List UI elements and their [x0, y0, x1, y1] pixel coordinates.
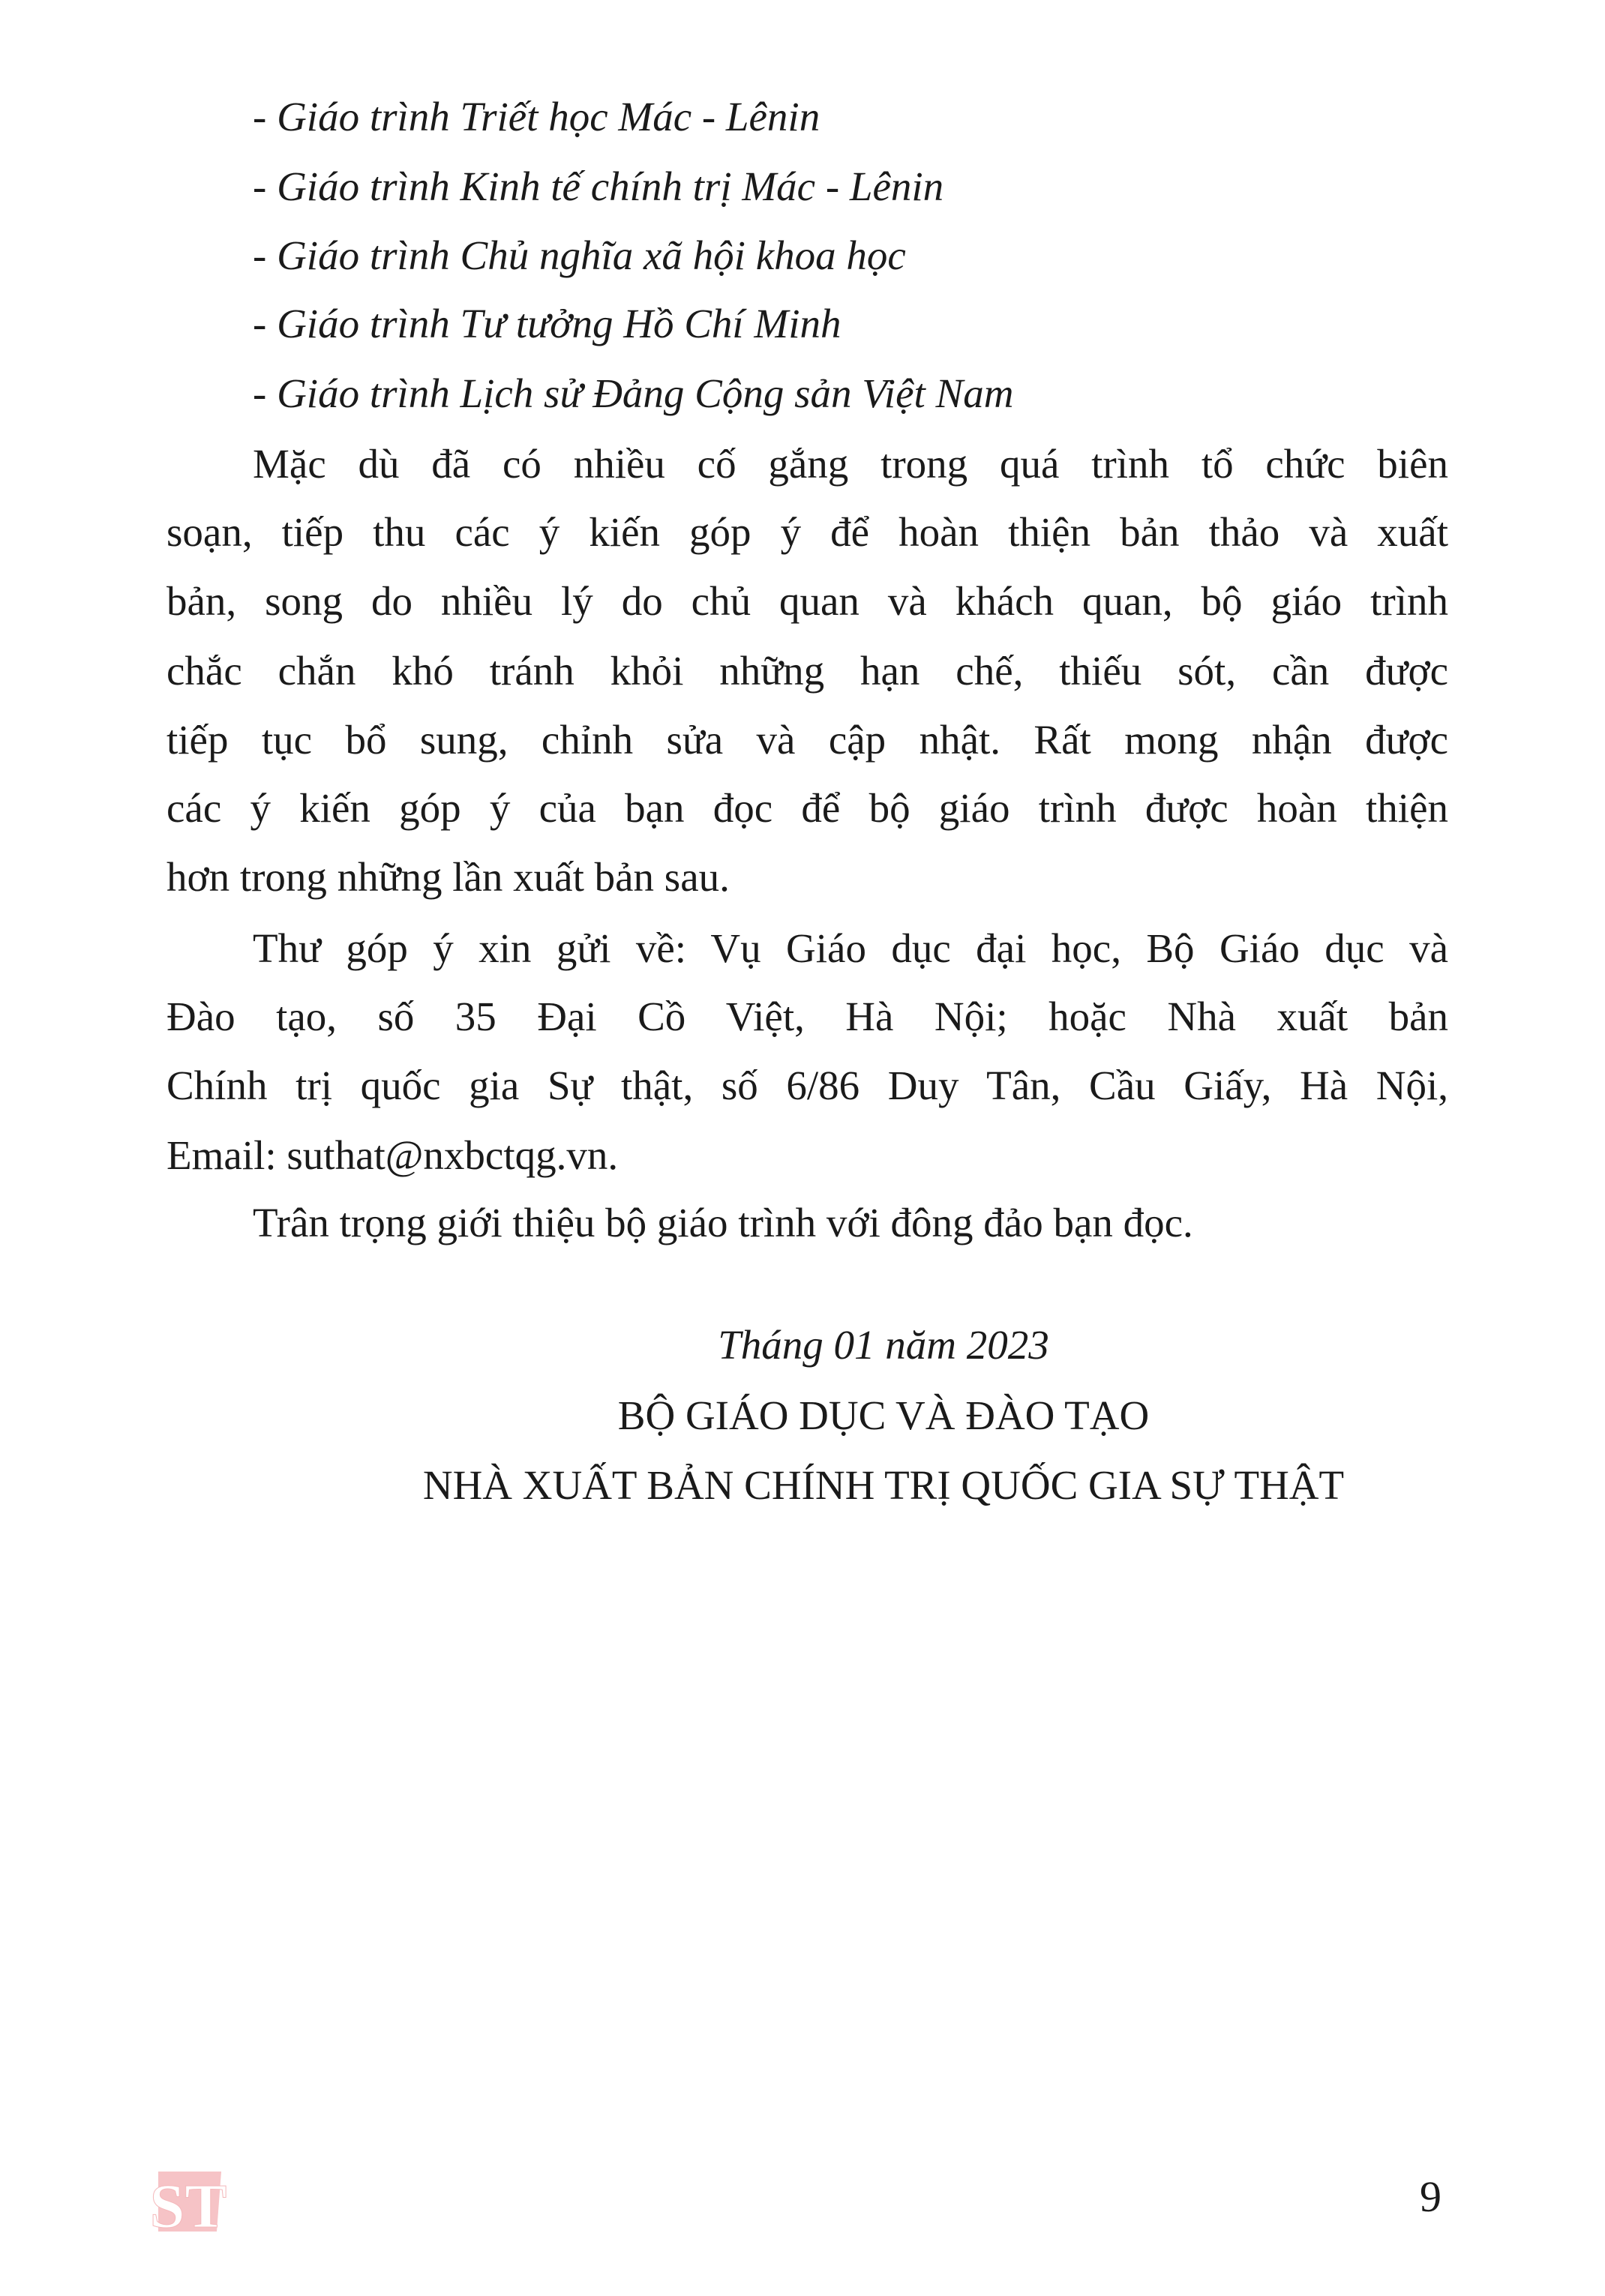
signature-org-ministry: BỘ GIÁO DỤC VÀ ĐÀO TẠO — [617, 1392, 1150, 1438]
list-item: - Giáo trình Chủ nghĩa xã hội khoa học — [253, 232, 906, 278]
text-line: chắc chắn khó tránh khỏi những hạn chế, thiếu sót, cần được — [166, 648, 1448, 694]
text-line: tiếp tục bổ sung, chỉnh sửa và cập nhật. Rất mong nhận được — [166, 717, 1448, 763]
page-number: 9 — [1420, 2172, 1442, 2221]
publisher-logo — [152, 2167, 227, 2236]
text-line: Mặc dù đã có nhiều cố gắng trong quá trình tổ chức biên — [253, 441, 1448, 487]
list-item: - Giáo trình Triết học Mác - Lênin — [253, 94, 820, 139]
list-item: - Giáo trình Tư tưởng Hồ Chí Minh — [253, 301, 842, 346]
closing-paragraph: Trân trọng giới thiệu bộ giáo trình với đông đảo bạn đọc. — [253, 1200, 1193, 1245]
text-line: Chính trị quốc gia Sự thật, số 6/86 Duy Tân, Cầu Giấy, Hà Nội, — [166, 1063, 1448, 1108]
signature-org-publisher: NHÀ XUẤT BẢN CHÍNH TRỊ QUỐC GIA SỰ THẬT — [422, 1462, 1345, 1508]
list-item: - Giáo trình Kinh tế chính trị Mác - Lênin — [253, 163, 944, 209]
svg-text:ST: ST — [152, 2172, 227, 2236]
text-line: bản, song do nhiều lý do chủ quan và khách quan, bộ giáo trình — [166, 578, 1448, 624]
text-line: soạn, tiếp thu các ý kiến góp ý để hoàn thiện bản thảo và xuất — [166, 509, 1448, 555]
text-line: Đào tạo, số 35 Đại Cồ Việt, Hà Nội; hoặc Nhà xuất bản — [166, 994, 1448, 1039]
signature-date: Tháng 01 năm 2023 — [718, 1322, 1049, 1368]
text-line: các ý kiến góp ý của bạn đọc để bộ giáo trình được hoàn thiện — [166, 785, 1448, 831]
text-line: Thư góp ý xin gửi về: Vụ Giáo dục đại học, Bộ Giáo dục và — [253, 925, 1448, 971]
email-line: Email: suthat@nxbctqg.vn. — [166, 1132, 619, 1178]
text-line: hơn trong những lần xuất bản sau. — [166, 854, 730, 900]
list-item: - Giáo trình Lịch sử Đảng Cộng sản Việt Nam — [253, 370, 1014, 416]
